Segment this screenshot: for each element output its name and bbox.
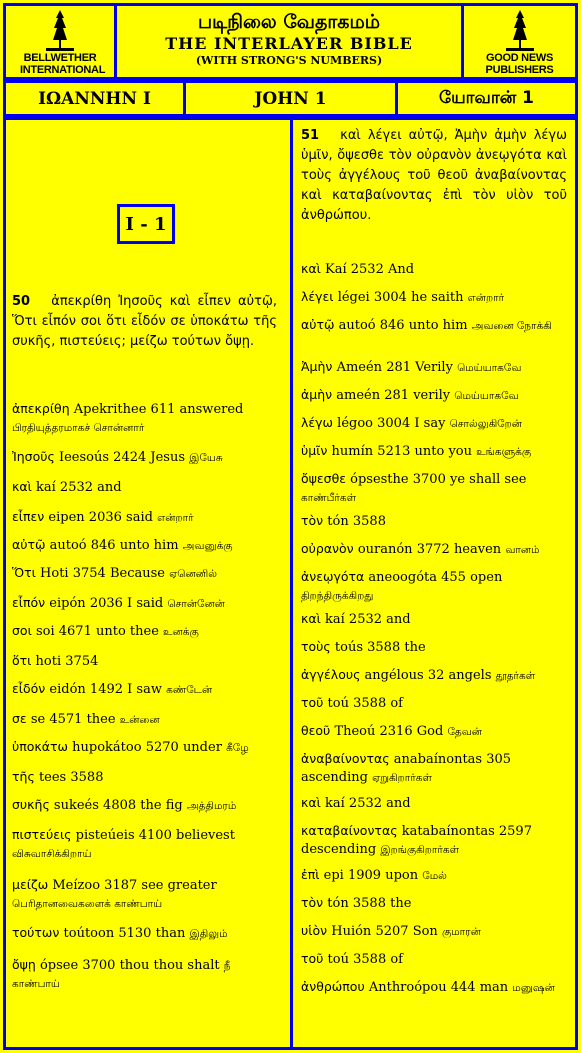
strongs-number: 1909 [347, 868, 382, 883]
transliteration: pisteúeis [75, 828, 135, 843]
word-entry [301, 922, 567, 941]
strongs-number: 2532 [348, 612, 383, 627]
greek-word: εἶδόν [12, 681, 46, 696]
greek-word: τῆς [12, 769, 35, 784]
greek-word: ἀγγέλους [301, 667, 361, 682]
word-entry [12, 478, 278, 497]
tamil-gloss: சொன்னேன் [167, 598, 225, 610]
word-entry [301, 610, 567, 629]
strongs-number: 4671 [58, 624, 92, 639]
strongs-number: 611 [150, 402, 176, 417]
transliteration: Hoti [40, 566, 69, 581]
english-gloss: unto you [414, 444, 473, 459]
verse-number: 51 [301, 128, 320, 143]
english-gloss: he saith [411, 290, 464, 305]
word-entry [301, 978, 567, 997]
english-gloss: Jesus [150, 450, 186, 465]
english-gloss: unto him [408, 318, 468, 333]
strongs-number: 2036 [88, 510, 122, 525]
greek-word: Ἀμὴν [301, 359, 333, 374]
transliteration: légoo [337, 416, 373, 431]
transliteration: ameén [336, 388, 381, 403]
greek-word: καὶ [12, 479, 32, 494]
transliteration: aneoogóta [368, 570, 437, 585]
greek-word: σοι [12, 623, 32, 638]
tamil-gloss: அத்திமரம் [186, 800, 237, 812]
right-verse [301, 126, 567, 226]
greek-word: ὑποκάτω [12, 739, 69, 754]
tamil-gloss: குமாரன் [441, 926, 481, 938]
tamil-gloss: மேல் [422, 870, 447, 882]
english-gloss: I said [127, 596, 164, 611]
greek-word: ἀναβαίνοντας [301, 751, 390, 766]
strongs-number: 3754 [72, 566, 106, 581]
word-entry [301, 638, 567, 657]
word-entry [301, 414, 567, 433]
word-entry [12, 536, 278, 555]
word-entry [12, 680, 278, 699]
tamil-gloss: இறங்குகிறார்கள் [380, 844, 460, 856]
transliteration: légei [337, 290, 370, 305]
greek-word: ὑμῖν [301, 443, 328, 458]
greek-word: σε [12, 711, 27, 726]
word-entry [12, 876, 278, 913]
greek-word: λέγω [301, 415, 334, 430]
transliteration: humín [331, 444, 374, 459]
strongs-number: 444 [450, 980, 476, 995]
word-entry [12, 924, 278, 943]
transliteration: tón [327, 896, 349, 911]
transliteration: angélous [364, 668, 424, 683]
verse-51 [301, 126, 567, 226]
transliteration: hupokátoo [72, 740, 142, 755]
greek-word: καὶ [301, 261, 321, 276]
word-entry [301, 722, 567, 741]
english-gloss: upon [385, 868, 419, 883]
greek-word: λέγει [301, 289, 334, 304]
strongs-number: 2316 [379, 724, 413, 739]
left-verse [12, 292, 277, 352]
strongs-number: 2532 [348, 796, 383, 811]
english-gloss: of [390, 952, 403, 967]
greek-word: Ἰησοῦς [12, 449, 55, 464]
english-gloss: unto him [119, 538, 179, 553]
strongs-number: 4100 [138, 828, 172, 843]
tamil-gloss: என்றார் [467, 292, 505, 304]
transliteration: se [30, 712, 46, 727]
transliteration: toús [334, 640, 363, 655]
strongs-number: 3772 [416, 542, 450, 557]
transliteration: Kaí [324, 262, 347, 277]
english-gloss: of [390, 696, 403, 711]
strongs-number: 846 [90, 538, 116, 553]
english-gloss: see greater [141, 878, 217, 893]
strongs-number: 3588 [353, 952, 387, 967]
word-entry [301, 568, 567, 605]
transliteration: toútoon [63, 926, 115, 941]
transliteration: Ameén [336, 360, 383, 375]
tamil-gloss: உங்களுக்கு [476, 446, 532, 458]
english-gloss: I saw [127, 682, 162, 697]
word-entry [301, 866, 567, 885]
english-gloss: open [470, 570, 503, 585]
strongs-number: 3700 [82, 958, 116, 973]
word-entry [301, 442, 567, 461]
greek-word: ἐπὶ [301, 867, 320, 882]
tamil-gloss: காண்பீர்கள் [301, 492, 357, 504]
tamil-gloss: விசுவாசிக்கிறாய் [12, 848, 92, 860]
bellwether-logo-icon [42, 8, 78, 52]
strongs-number: 4571 [49, 712, 83, 727]
transliteration: autoó [338, 318, 376, 333]
transliteration: anabaínontas [393, 752, 483, 767]
greek-word: τὸν [301, 895, 324, 910]
strongs-number: 2597 [498, 824, 532, 839]
strongs-number: 4808 [103, 798, 137, 813]
tamil-gloss: உன்னை [119, 714, 160, 726]
word-entry [301, 894, 567, 913]
greek-word: τούτων [12, 925, 60, 940]
word-entry [12, 956, 278, 993]
strongs-number: 3754 [65, 654, 99, 669]
tamil-gloss: சொல்லுகிறேன் [449, 418, 522, 430]
strongs-number: 5213 [377, 444, 411, 459]
greek-word: τοὺς [301, 639, 331, 654]
transliteration: Meízoo [52, 878, 101, 893]
transliteration: sukeés [53, 798, 99, 813]
greek-word: τοῦ [301, 951, 324, 966]
tamil-gloss: ஏறுகிறார்கள் [372, 772, 432, 784]
greek-word: αὐτῷ [301, 317, 335, 332]
tamil-gloss: பெரிதானவைகளைக் காண்பாய் [12, 898, 163, 910]
word-entry [12, 796, 278, 815]
transliteration: kaí [35, 480, 56, 495]
english-gloss: said [126, 510, 153, 525]
strongs-number: 3588 [367, 640, 401, 655]
greek-word: πιστεύεις [12, 827, 72, 842]
transliteration: toú [327, 696, 349, 711]
word-entry [301, 794, 567, 813]
title-tamil: படிநிலை வேதாகமம் [197, 11, 381, 33]
subtitle: (WITH STRONG'S NUMBERS) [195, 54, 383, 67]
greek-word: ὄψεσθε [301, 471, 346, 486]
word-entry [12, 448, 278, 467]
english-gloss: descending [301, 842, 377, 857]
greek-word: αὐτῷ [12, 537, 46, 552]
greek-word: συκῆς [12, 797, 50, 812]
transliteration: eipón [49, 596, 86, 611]
tamil-gloss: கண்டேன் [166, 684, 213, 696]
ref-greek: ΙΩΑΝΝΗΝ Ι [3, 80, 186, 117]
tamil-gloss: இயேசு [189, 452, 223, 464]
word-entry [301, 470, 567, 507]
greek-word: θεοῦ [301, 723, 331, 738]
word-entry [12, 400, 278, 437]
tamil-gloss: ஏனெனில் [169, 568, 217, 580]
strongs-number: 2424 [113, 450, 147, 465]
tamil-gloss: அவனை நோக்கி [471, 320, 552, 332]
english-gloss: unto thee [95, 624, 159, 639]
tamil-gloss: வானம் [505, 544, 540, 556]
english-gloss: man [479, 980, 509, 995]
transliteration: Huión [331, 924, 372, 939]
tamil-gloss: மெய்யாகவே [457, 362, 522, 374]
strongs-number: 2532 [59, 480, 94, 495]
strongs-number: 455 [441, 570, 466, 585]
word-entry [12, 564, 278, 583]
transliteration: Anthroópou [368, 980, 447, 995]
word-entry [12, 622, 278, 641]
transliteration: tón [327, 514, 349, 529]
strongs-number: 5207 [375, 924, 409, 939]
verse-text: ἀπεκρίθη Ἰησοῦς καὶ εἶπεν αὐτῷ, Ὅτι εἶπόν σοι ὅτι εἶδόν σε ὑποκάτω τῆς συκῆς, πιστεύεις; μείζω τούτων ὄψῃ. [12, 294, 277, 349]
english-gloss: thee [86, 712, 116, 727]
left-logo-text: BELLWETHER INTERNATIONAL [20, 51, 106, 76]
english-gloss: thou thou shalt [119, 958, 220, 973]
tamil-gloss: தூதர்கள் [495, 670, 536, 682]
english-gloss: the fig [140, 798, 183, 813]
greek-word: ἀπεκρίθη [12, 401, 70, 416]
transliteration: soi [35, 624, 55, 639]
transliteration: Theoú [334, 724, 376, 739]
word-entry [12, 594, 278, 613]
tamil-gloss: கீழே [226, 742, 249, 754]
ref-tamil: யோவான் 1 [395, 80, 578, 117]
english-gloss: than [155, 926, 186, 941]
english-gloss: heaven [453, 542, 502, 557]
verse-50 [12, 292, 277, 352]
transliteration: Apekrithee [73, 402, 147, 417]
greek-word: καὶ [301, 795, 321, 810]
strongs-number: 5130 [118, 926, 152, 941]
english-gloss: believest [176, 828, 235, 843]
word-entry [301, 386, 567, 405]
word-entry [12, 738, 278, 757]
english-gloss: verily [413, 388, 451, 403]
right-logo [461, 3, 578, 80]
greek-word: εἶπόν [12, 595, 46, 610]
strongs-number: 5270 [145, 740, 179, 755]
word-entry [301, 666, 567, 685]
word-entry [301, 950, 567, 969]
word-entry [301, 750, 567, 787]
greek-word: ἀμὴν [301, 387, 333, 402]
english-gloss: and [386, 796, 411, 811]
transliteration: eidón [49, 682, 86, 697]
strongs-number: 3700 [412, 472, 446, 487]
tamil-gloss: இதிலும் [189, 928, 228, 940]
word-entry [301, 358, 567, 377]
word-entry [301, 316, 567, 335]
tamil-gloss: திறந்திருக்கிறது [301, 590, 374, 602]
strongs-number: 2036 [89, 596, 123, 611]
english-gloss: and [386, 612, 411, 627]
english-gloss: Verily [415, 360, 453, 375]
good-news-logo-icon [502, 8, 538, 52]
transliteration: autoó [49, 538, 87, 553]
transliteration: kaí [324, 796, 345, 811]
word-entry [12, 508, 278, 527]
greek-word: ἀνεῳγότα [301, 569, 365, 584]
transliteration: Ieesoús [58, 450, 110, 465]
strongs-number: 281 [386, 360, 412, 375]
strongs-number: 3187 [104, 878, 138, 893]
transliteration: ópsesthe [350, 472, 409, 487]
word-entry [301, 822, 567, 859]
english-gloss: Son [412, 924, 438, 939]
english-gloss: I say [414, 416, 446, 431]
strongs-number: 1492 [89, 682, 124, 697]
transliteration: ouranón [357, 542, 413, 557]
english-gloss: and [97, 480, 122, 495]
strongs-number: 3588 [353, 696, 387, 711]
title-block [114, 3, 464, 80]
transliteration: kaí [324, 612, 345, 627]
word-entry [301, 288, 567, 307]
strongs-number: 305 [486, 752, 512, 767]
word-entry [12, 768, 278, 787]
word-entry [12, 826, 278, 863]
tamil-gloss: மனுஷன் [512, 982, 555, 994]
word-entry [12, 710, 278, 729]
word-entry [12, 652, 278, 671]
english-gloss: under [182, 740, 222, 755]
strongs-number: 3588 [70, 770, 104, 785]
transliteration: katabaínontas [401, 824, 495, 839]
strongs-number: 3004 [377, 416, 411, 431]
strongs-number: 846 [379, 318, 405, 333]
english-gloss: Because [109, 566, 165, 581]
transliteration: epi [323, 868, 344, 883]
greek-word: ἀνθρώπου [301, 979, 365, 994]
greek-word: ὅτι [12, 653, 32, 668]
title: THE INTERLAYER BIBLE [165, 34, 413, 53]
english-gloss: the [390, 896, 412, 911]
greek-word: τοῦ [301, 695, 324, 710]
english-gloss: angels [448, 668, 492, 683]
strongs-number: 3588 [352, 514, 386, 529]
left-logo [3, 3, 117, 80]
greek-word: καταβαίνοντας [301, 823, 398, 838]
strongs-number: 32 [427, 668, 445, 683]
transliteration: ópsee [39, 958, 79, 973]
greek-word: μείζω [12, 877, 49, 892]
tamil-gloss: நீ காண்பாய் [12, 960, 231, 990]
tamil-gloss: என்றார் [157, 512, 194, 524]
right-logo-text: GOOD NEWS PUBLISHERS [485, 51, 554, 76]
english-gloss: the [404, 640, 426, 655]
greek-word: οὐρανὸν [301, 541, 354, 556]
tamil-gloss: அவனுக்கு [182, 540, 233, 552]
greek-word: ὄψῃ [12, 957, 36, 972]
word-entry [301, 694, 567, 713]
word-entry [301, 512, 567, 531]
english-gloss: ye shall see [449, 472, 527, 487]
ref-english: JOHN 1 [183, 80, 398, 117]
greek-word: εἶπεν [12, 509, 45, 524]
transliteration: tees [38, 770, 67, 785]
strongs-number: 2532 [350, 262, 384, 277]
transliteration: toú [327, 952, 349, 967]
tamil-gloss: மெய்யாகவே [454, 390, 519, 402]
greek-word: καὶ [301, 611, 321, 626]
greek-word: Ὅτι [12, 565, 36, 580]
strongs-number: 281 [384, 388, 410, 403]
greek-word: υἱὸν [301, 923, 328, 938]
section-label: I - 1 [117, 204, 175, 244]
transliteration: hoti [35, 654, 62, 669]
english-gloss: And [387, 262, 415, 277]
tamil-gloss: உனக்கு [163, 626, 199, 638]
tamil-gloss: தேவன் [447, 726, 482, 738]
tamil-gloss: பிரதியுத்தரமாகச் சொன்னார் [12, 422, 145, 434]
strongs-number: 3588 [352, 896, 386, 911]
strongs-number: 3004 [373, 290, 407, 305]
english-gloss: God [416, 724, 444, 739]
word-entry [301, 540, 567, 559]
english-gloss: answered [179, 402, 244, 417]
verse-text: καὶ λέγει αὐτῷ, Ἀμὴν ἀμὴν λέγω ὑμῖν, ὄψεσθε τὸν οὐρανὸν ἀνεῳγότα καὶ τοὺς ἀγγέλους τοῦ θεοῦ ἀναβαίνοντας καὶ καταβαίνοντας ἐπὶ τὸν υἱὸν τοῦ ἀνθρώπου. [301, 128, 567, 223]
english-gloss: ascending [301, 770, 368, 785]
transliteration: eipen [48, 510, 85, 525]
word-entry [301, 260, 567, 279]
verse-number: 50 [12, 294, 31, 309]
greek-word: τὸν [301, 513, 324, 528]
